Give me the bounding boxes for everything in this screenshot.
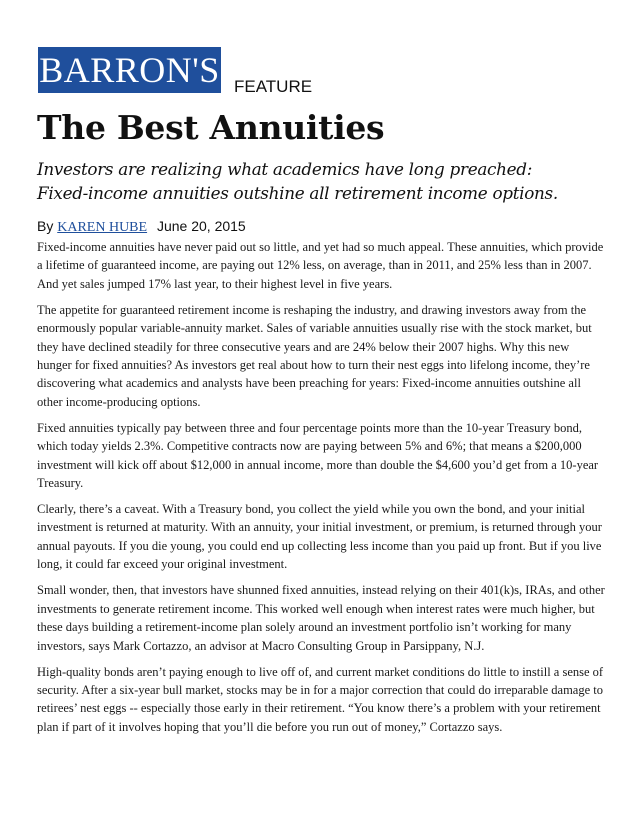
body-paragraph: Clearly, there’s a caveat. With a Treasury bond, you collect the yield while you own the bond, and your initial investment is returned at maturity. With an annuity, your initial investment, or premium, is returned through your annual payouts. If you die young, you could end up collecting less income than you paid up front. But if you live long, it could far exceed your original investment. — [37, 502, 602, 572]
logo-text: BARRON'S — [39, 50, 220, 90]
body-paragraph: Small wonder, then, that investors have shunned fixed annuities, instead relying on their 401(k)s, IRAs, and other investments to generate retirement income. This worked well enough when interest rates were much higher, but these days building a retirement-income plan solely around an investment portfolio isn’t working for many investors, says Mark Cortazzo, an advisor at Macro Consulting Group in Parsippany, N.J. — [37, 583, 605, 653]
body-paragraph: Fixed annuities typically pay between three and four percentage points more than the 10-year Treasury bond, which today yields 2.3%. Competitive contracts now are paying between 5% and 6%; that means a $200,000 investment will kick off about $12,000 in annual income, more than double the $4,600 you’d get from a 10-year Treasury. — [37, 420, 599, 491]
publish-date: June 20, 2015 — [156, 218, 246, 234]
body-paragraph: The appetite for guaranteed retirement income is reshaping the industry, and drawing investors away from the enormously popular variable-annuity market. Sales of variable annuities usually rise with the stock market, but they have declined steadily for three consecutive years and are 24% below their 2007 highs. Why this new hunger for fixed annuities? As investors get real about how to turn their nest eggs into lifelong income, they’re discovering what academics and analysts have been preaching for years: Fixed-income annuities outshine all other income-producing options. — [37, 302, 592, 409]
byline — [37, 218, 246, 236]
barrons-logo — [38, 47, 221, 93]
article-headline: The Best Annuities — [37, 108, 385, 147]
article-body — [37, 238, 605, 744]
section-label: FEATURE — [234, 77, 313, 96]
article-dek — [37, 157, 617, 205]
dek-line: Investors are realizing what academics have long preached: — [37, 159, 533, 179]
author-link[interactable]: KAREN HUBE — [57, 220, 148, 235]
dek-line: Fixed-income annuities outshine all retirement income options. — [37, 183, 558, 203]
body-paragraph: High-quality bonds aren’t paying enough to live off of, and current market conditions do little to instill a sense of security. After a six-year bull market, stocks may be in for a major correction that could do irreparable damage to retirees’ nest eggs -- especially those early in their retirement. “You know there’s a problem with your retirement plan if part of it involves hoping that you’ll die before you run out of money,” Cortazzo says. — [37, 664, 604, 734]
body-paragraph: Fixed-income annuities have never paid out so little, and yet had so much appeal. These annuities, which provide a lifetime of guaranteed income, are paying out 12% less, on average, than in 2011, and 25% less than in 2007. And yet sales jumped 17% last year, to their highest level in five years. — [37, 240, 604, 291]
byline-prefix: By — [37, 218, 54, 234]
